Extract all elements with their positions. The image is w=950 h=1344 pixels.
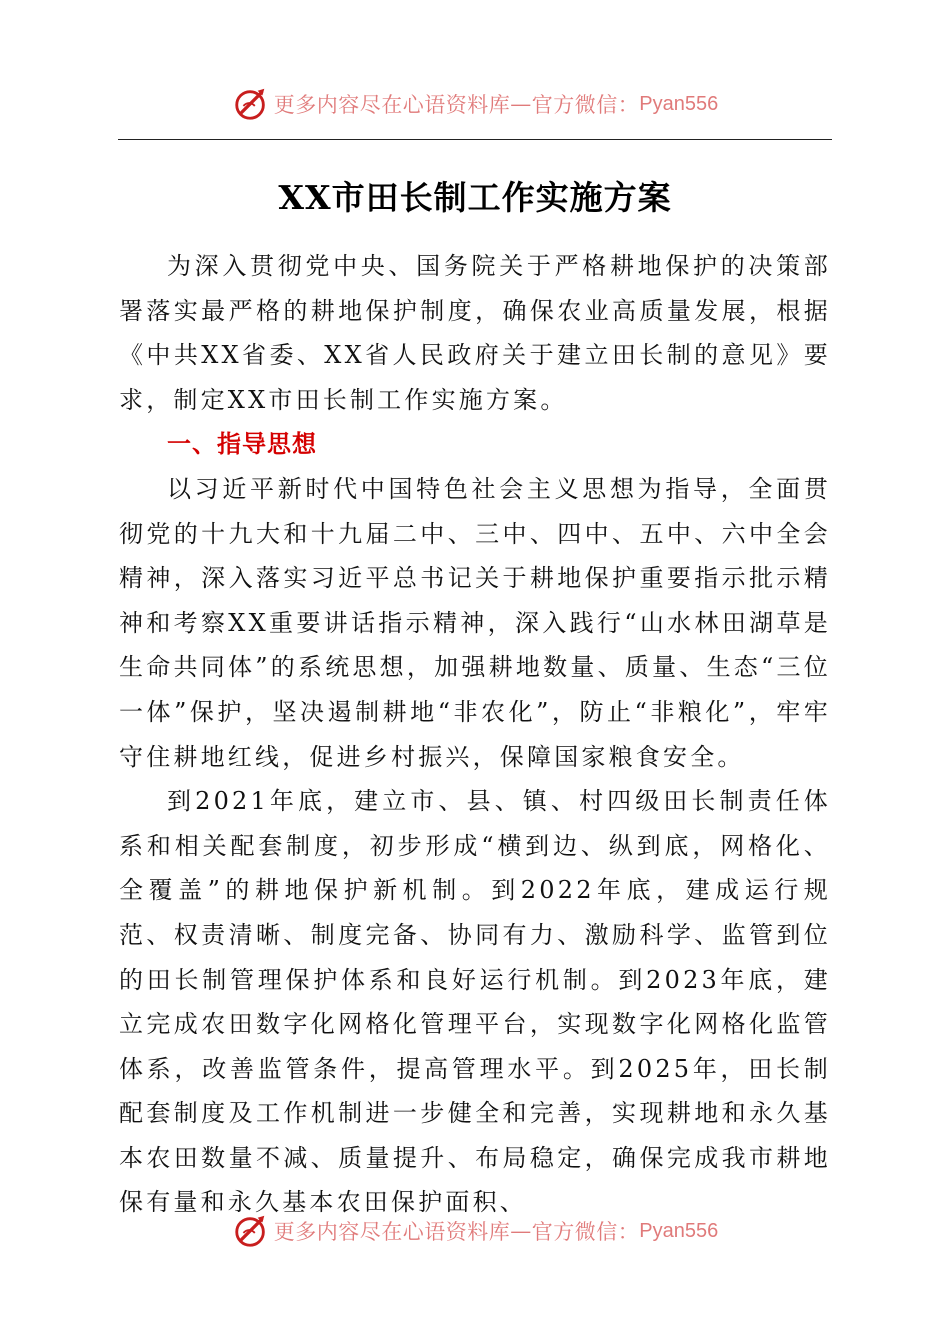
pen-logo-icon [232,85,270,123]
banner-label: 官方微信： [531,1220,640,1244]
banner-main-text: 更多内容尽在心语资料库 [273,1220,511,1244]
footer-watermark-banner [0,1211,950,1251]
banner-label: 官方微信： [531,93,640,117]
banner-main-text: 更多内容尽在心语资料库 [273,93,511,117]
document-title: XX市田长制工作实施方案 [278,178,672,217]
body-paragraph: 到2021年底，建立市、县、镇、村四级田长制责任体系和相关配套制度，初步形成“横到边、纵到底，网格化、全覆盖”的耕地保护新机制。到2022年底，建成运行规范、权责清晰、制度完备、协同有力、激励科学、监管到位的田长制管理保护体系和良好运行机制。到2023年底，建立完成农田数字化网格化管理平台，实现数字化网格化监管体系，改善监管条件，提高管理水平。到2025年，田长制配套制度及工作机制进一步健全和完善，实现耕地和永久基本农田数量不减、质量提升、布局稳定，确保完成我市耕地保有量和永久基本农田保护面积、 [119,787,831,1217]
banner-separator: — [510,92,532,116]
header-divider [118,139,832,140]
pen-logo-icon [232,1212,270,1250]
banner-wechat-id: Pyan556 [639,92,719,115]
banner-separator: — [510,1219,532,1243]
section-heading: 一、指导思想 [167,430,317,459]
document-body [119,244,831,1225]
header-watermark-banner [0,84,950,124]
intro-paragraph: 为深入贯彻党中央、国务院关于严格耕地保护的决策部署落实最严格的耕地保护制度，确保农业高质量发展，根据《中共XX省委、XX省人民政府关于建立田长制的意见》要求，制定XX市田长制工作实施方案。 [119,252,831,414]
banner-wechat-id: Pyan556 [639,1219,719,1242]
body-paragraph: 以习近平新时代中国特色社会主义思想为指导，全面贯彻党的十九大和十九届二中、三中、四中、五中、六中全会精神，深入落实习近平总书记关于耕地保护重要指示批示精神和考察XX重要讲话指示精神，深入践行“山水林田湖草是生命共同体”的系统思想，加强耕地数量、质量、生态“三位一体”保护，坚决遏制耕地“非农化”，防止“非粮化”，牢牢守住耕地红线，促进乡村振兴，保障国家粮食安全。 [119,474,831,771]
